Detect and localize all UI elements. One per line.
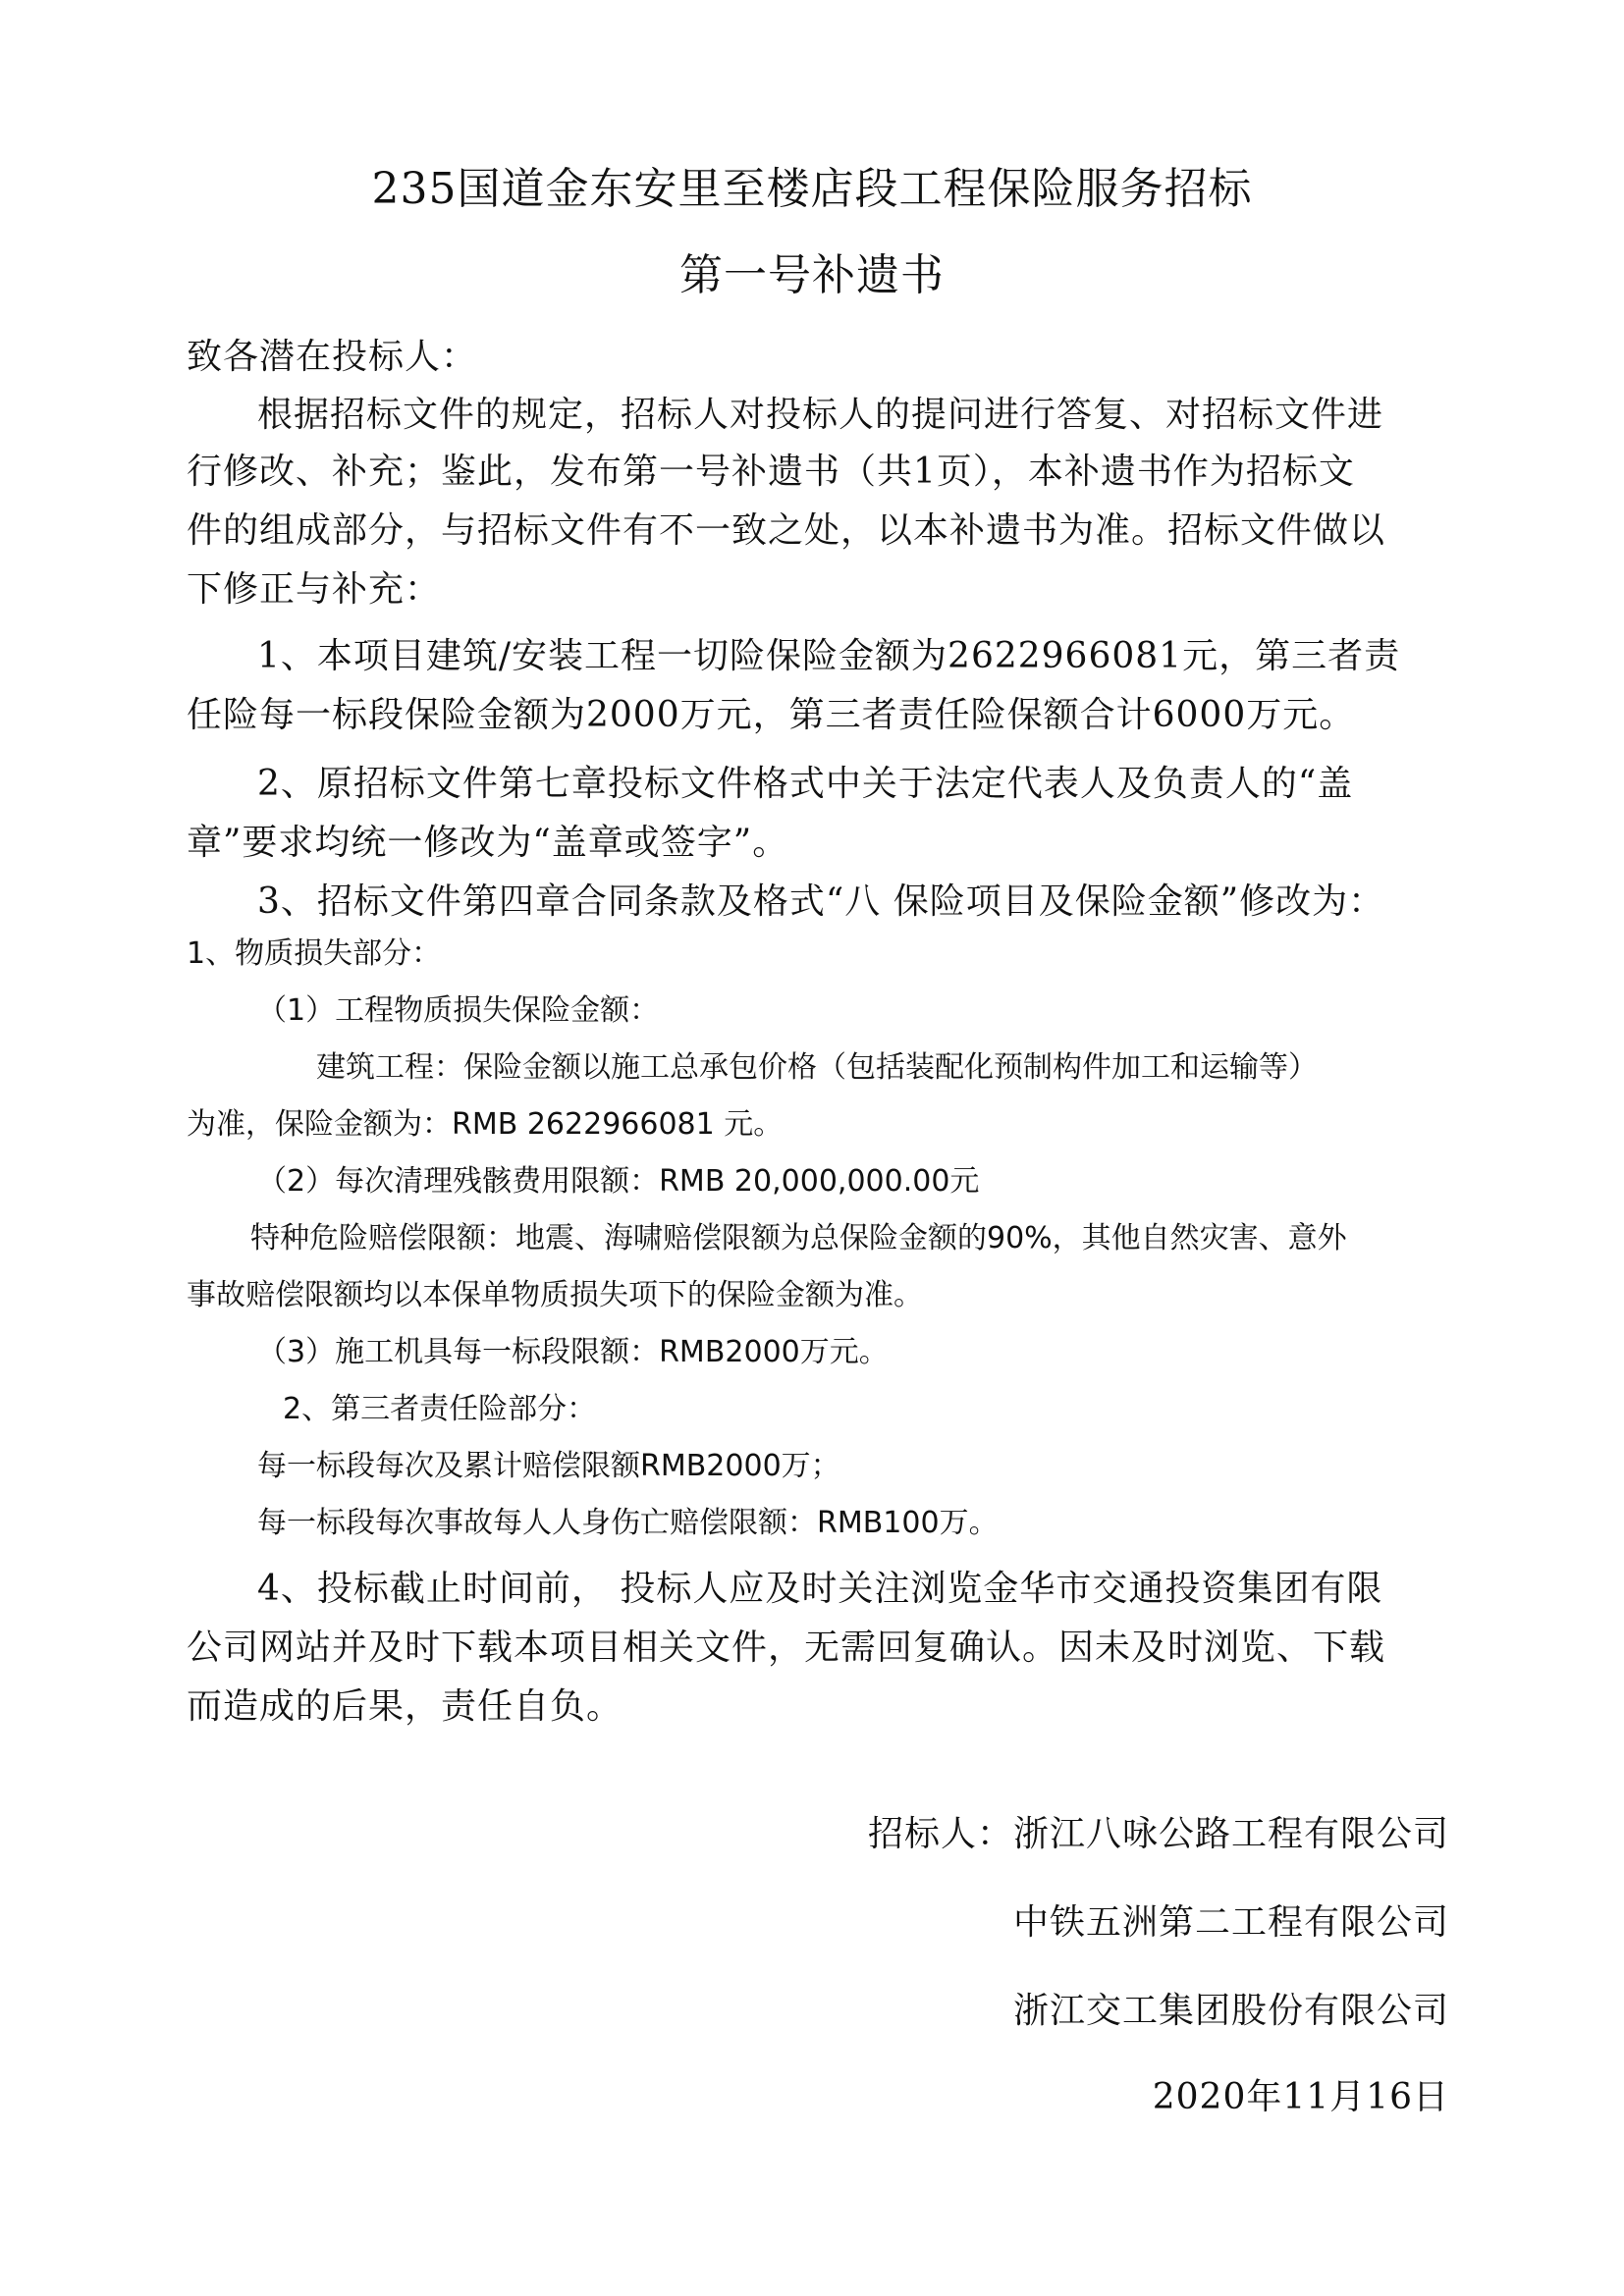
item-3-line: 3、招标文件第四章合同条款及格式“八 保险项目及保险金额”修改为： xyxy=(257,881,1385,922)
sub-item: 每一标段每次事故每人人身伤亡赔偿限额：RMB100万。 xyxy=(257,1506,999,1540)
document-title: 235国道金东安里至楼店段工程保险服务招标 xyxy=(371,164,1253,214)
salutation: 致各潜在投标人： xyxy=(187,337,478,377)
document-subtitle: 第一号补遗书 xyxy=(679,250,945,300)
item-1-line: 1、本项目建筑/安装工程一切险保险金额为2622966081元，第三者责 xyxy=(257,636,1401,676)
sub-item: （1）工程物质损失保险金额： xyxy=(257,993,660,1028)
item-1-line: 任险每一标段保险金额为2000万元，第三者责任险保额合计6000万元。 xyxy=(187,695,1356,735)
signature-date: 2020年11月16日 xyxy=(1152,2077,1449,2117)
sub-item: 事故赔偿限额均以本保单物质损失项下的保险金额为准。 xyxy=(187,1278,923,1312)
item-4-line: 而造成的后果，责任自负。 xyxy=(187,1686,623,1727)
sub-heading-property-loss: 1、物质损失部分： xyxy=(187,936,442,971)
sub-heading-third-party: 2、第三者责任险部分： xyxy=(283,1392,597,1426)
item-4-line: 4、投标截止时间前， 投标人应及时关注浏览金华市交通投资集团有限 xyxy=(257,1569,1383,1609)
sub-item: 每一标段每次及累计赔偿限额RMB2000万； xyxy=(257,1449,840,1483)
intro-line: 件的组成部分，与招标文件有不一致之处，以本补遗书为准。招标文件做以 xyxy=(187,510,1386,551)
signature-company: 浙江交工集团股份有限公司 xyxy=(1012,1991,1449,2031)
item-2-line: 2、原招标文件第七章投标文件格式中关于法定代表人及负责人的“盖 xyxy=(257,764,1354,804)
intro-line: 根据招标文件的规定，招标人对投标人的提问进行答复、对招标文件进 xyxy=(257,395,1384,435)
intro-line: 下修正与补充： xyxy=(187,569,442,610)
sub-item: 为准，保险金额为：RMB 2622966081 元。 xyxy=(187,1107,784,1142)
sub-item: 特种危险赔偿限额：地震、海啸赔偿限额为总保险金额的90%，其他自然灾害、意外 xyxy=(250,1221,1347,1255)
signature-tenderer: 招标人：浙江八咏公路工程有限公司 xyxy=(867,1814,1449,1854)
item-4-line: 公司网站并及时下载本项目相关文件，无需回复确认。因未及时浏览、下载 xyxy=(187,1628,1386,1668)
sub-item: （2）每次清理残骸费用限额：RMB 20,000,000.00元 xyxy=(257,1164,980,1199)
intro-line: 行修改、补充；鉴此，发布第一号补遗书（共1页），本补遗书作为招标文 xyxy=(187,452,1355,492)
sub-item: 建筑工程：保险金额以施工总承包价格（包括装配化预制构件加工和运输等） xyxy=(316,1050,1318,1085)
sub-item: （3）施工机具每一标段限额：RMB2000万元。 xyxy=(257,1335,889,1369)
item-2-line: 章”要求均统一修改为“盖章或签字”。 xyxy=(187,823,789,863)
signature-company: 中铁五洲第二工程有限公司 xyxy=(1012,1902,1449,1943)
